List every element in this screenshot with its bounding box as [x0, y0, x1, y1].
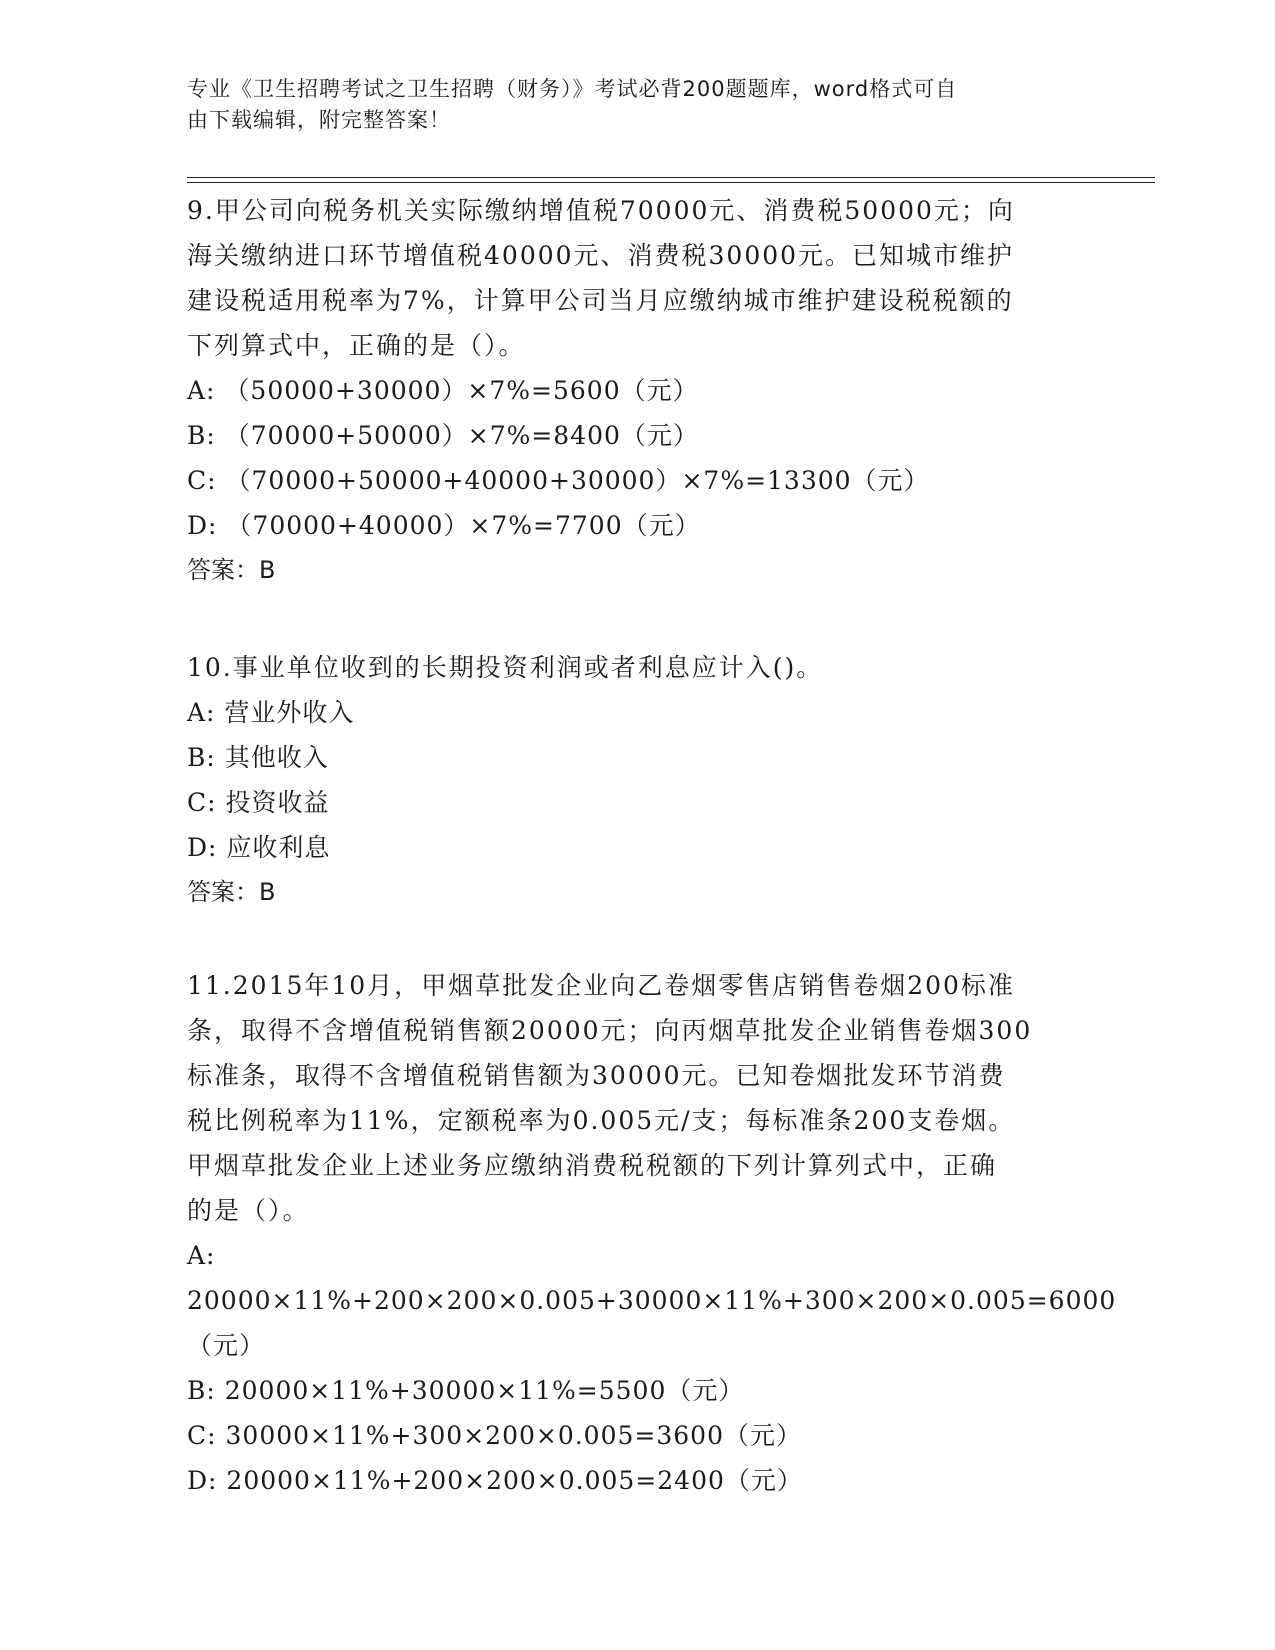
option-d: [187, 1458, 1087, 1503]
option-text: 投资收益: [216, 788, 330, 817]
question-stem: 10.事业单位收到的长期投资利润或者利息应计入()。: [187, 653, 824, 682]
question-10: [187, 645, 1087, 915]
question-stem: 9.甲公司向税务机关实际缴纳增值税70000元、消费税50000元；向 海关缴纳进口环节增值税40000元、消费税30000元。已知城市维护 建设税适用税率为7%，计算甲公司当月应缴纳城市维护建设税税额的 下列算式中，正确的是（）。: [187, 196, 1015, 360]
option-letter: B:: [187, 743, 216, 772]
option-a: [187, 368, 1087, 413]
question-9: [187, 188, 1087, 593]
option-text: 营业外收入: [215, 698, 355, 727]
question-stem: 11.2015年10月，甲烟草批发企业向乙卷烟零售店销售卷烟200标准 条，取得不含增值税销售额20000元；向丙烟草批发企业销售卷烟300 标准条，取得不含增值税销售额为30000元。已知卷烟批发环节消费 税比例税率为11%，定额税率为0.005元/支；每标准条200支卷烟。 甲烟草批发企业上述业务应缴纳消费税税额的下列计算列式中，正确 的是（）。: [187, 971, 1033, 1225]
option-text: 30000×11%+300×200×0.005=3600（元）: [216, 1421, 802, 1450]
option-text: 20000×11%+200×200×0.005=2400（元）: [217, 1466, 803, 1495]
option-text: 应收利息: [217, 833, 331, 862]
option-letter: B:: [187, 421, 216, 450]
option-c: [187, 458, 1087, 503]
option-letter: C:: [187, 466, 217, 495]
option-letter: B:: [187, 1376, 216, 1405]
option-letter: C:: [187, 788, 217, 817]
header-line-2: 由下载编辑，附完整答案！: [187, 108, 451, 132]
answer: 答案：B: [187, 556, 276, 584]
option-a: [187, 690, 1087, 735]
option-text: 20000×11%+30000×11%=5500（元）: [215, 1376, 745, 1405]
option-text: （70000+50000+40000+30000）×7%=13300（元）: [216, 466, 930, 495]
option-text: （70000+40000）×7%=7700（元）: [217, 511, 701, 540]
option-letter: A:: [187, 1241, 216, 1270]
question-11: [187, 963, 1117, 1503]
option-letter: D:: [187, 833, 218, 862]
option-text: （70000+50000）×7%=8400（元）: [215, 421, 699, 450]
option-letter: C:: [187, 1421, 217, 1450]
header-divider-top: [187, 177, 1155, 178]
header-line-1: 专业《卫生招聘考试之卫生招聘（财务）》考试必背200题题库，word格式可自: [187, 77, 958, 101]
option-d: [187, 503, 1087, 548]
option-text: （50000+30000）×7%=5600（元）: [215, 376, 699, 405]
option-d: [187, 825, 1087, 870]
option-letter: D:: [187, 1466, 218, 1495]
header-divider-bottom: [187, 182, 1155, 183]
option-c: [187, 1413, 1087, 1458]
option-c: [187, 780, 1087, 825]
answer: 答案：B: [187, 878, 276, 906]
option-text: 20000×11%+200×200×0.005+30000×11%+300×200×0.005=6000 （元）: [187, 1286, 1117, 1360]
option-letter: A:: [187, 698, 216, 727]
option-letter: D:: [187, 511, 218, 540]
option-b: [187, 1368, 1087, 1413]
option-letter: A:: [187, 376, 216, 405]
option-a: [187, 1233, 1117, 1368]
option-text: 其他收入: [215, 743, 329, 772]
option-b: [187, 413, 1087, 458]
option-b: [187, 735, 1087, 780]
document-header: [187, 74, 1067, 136]
